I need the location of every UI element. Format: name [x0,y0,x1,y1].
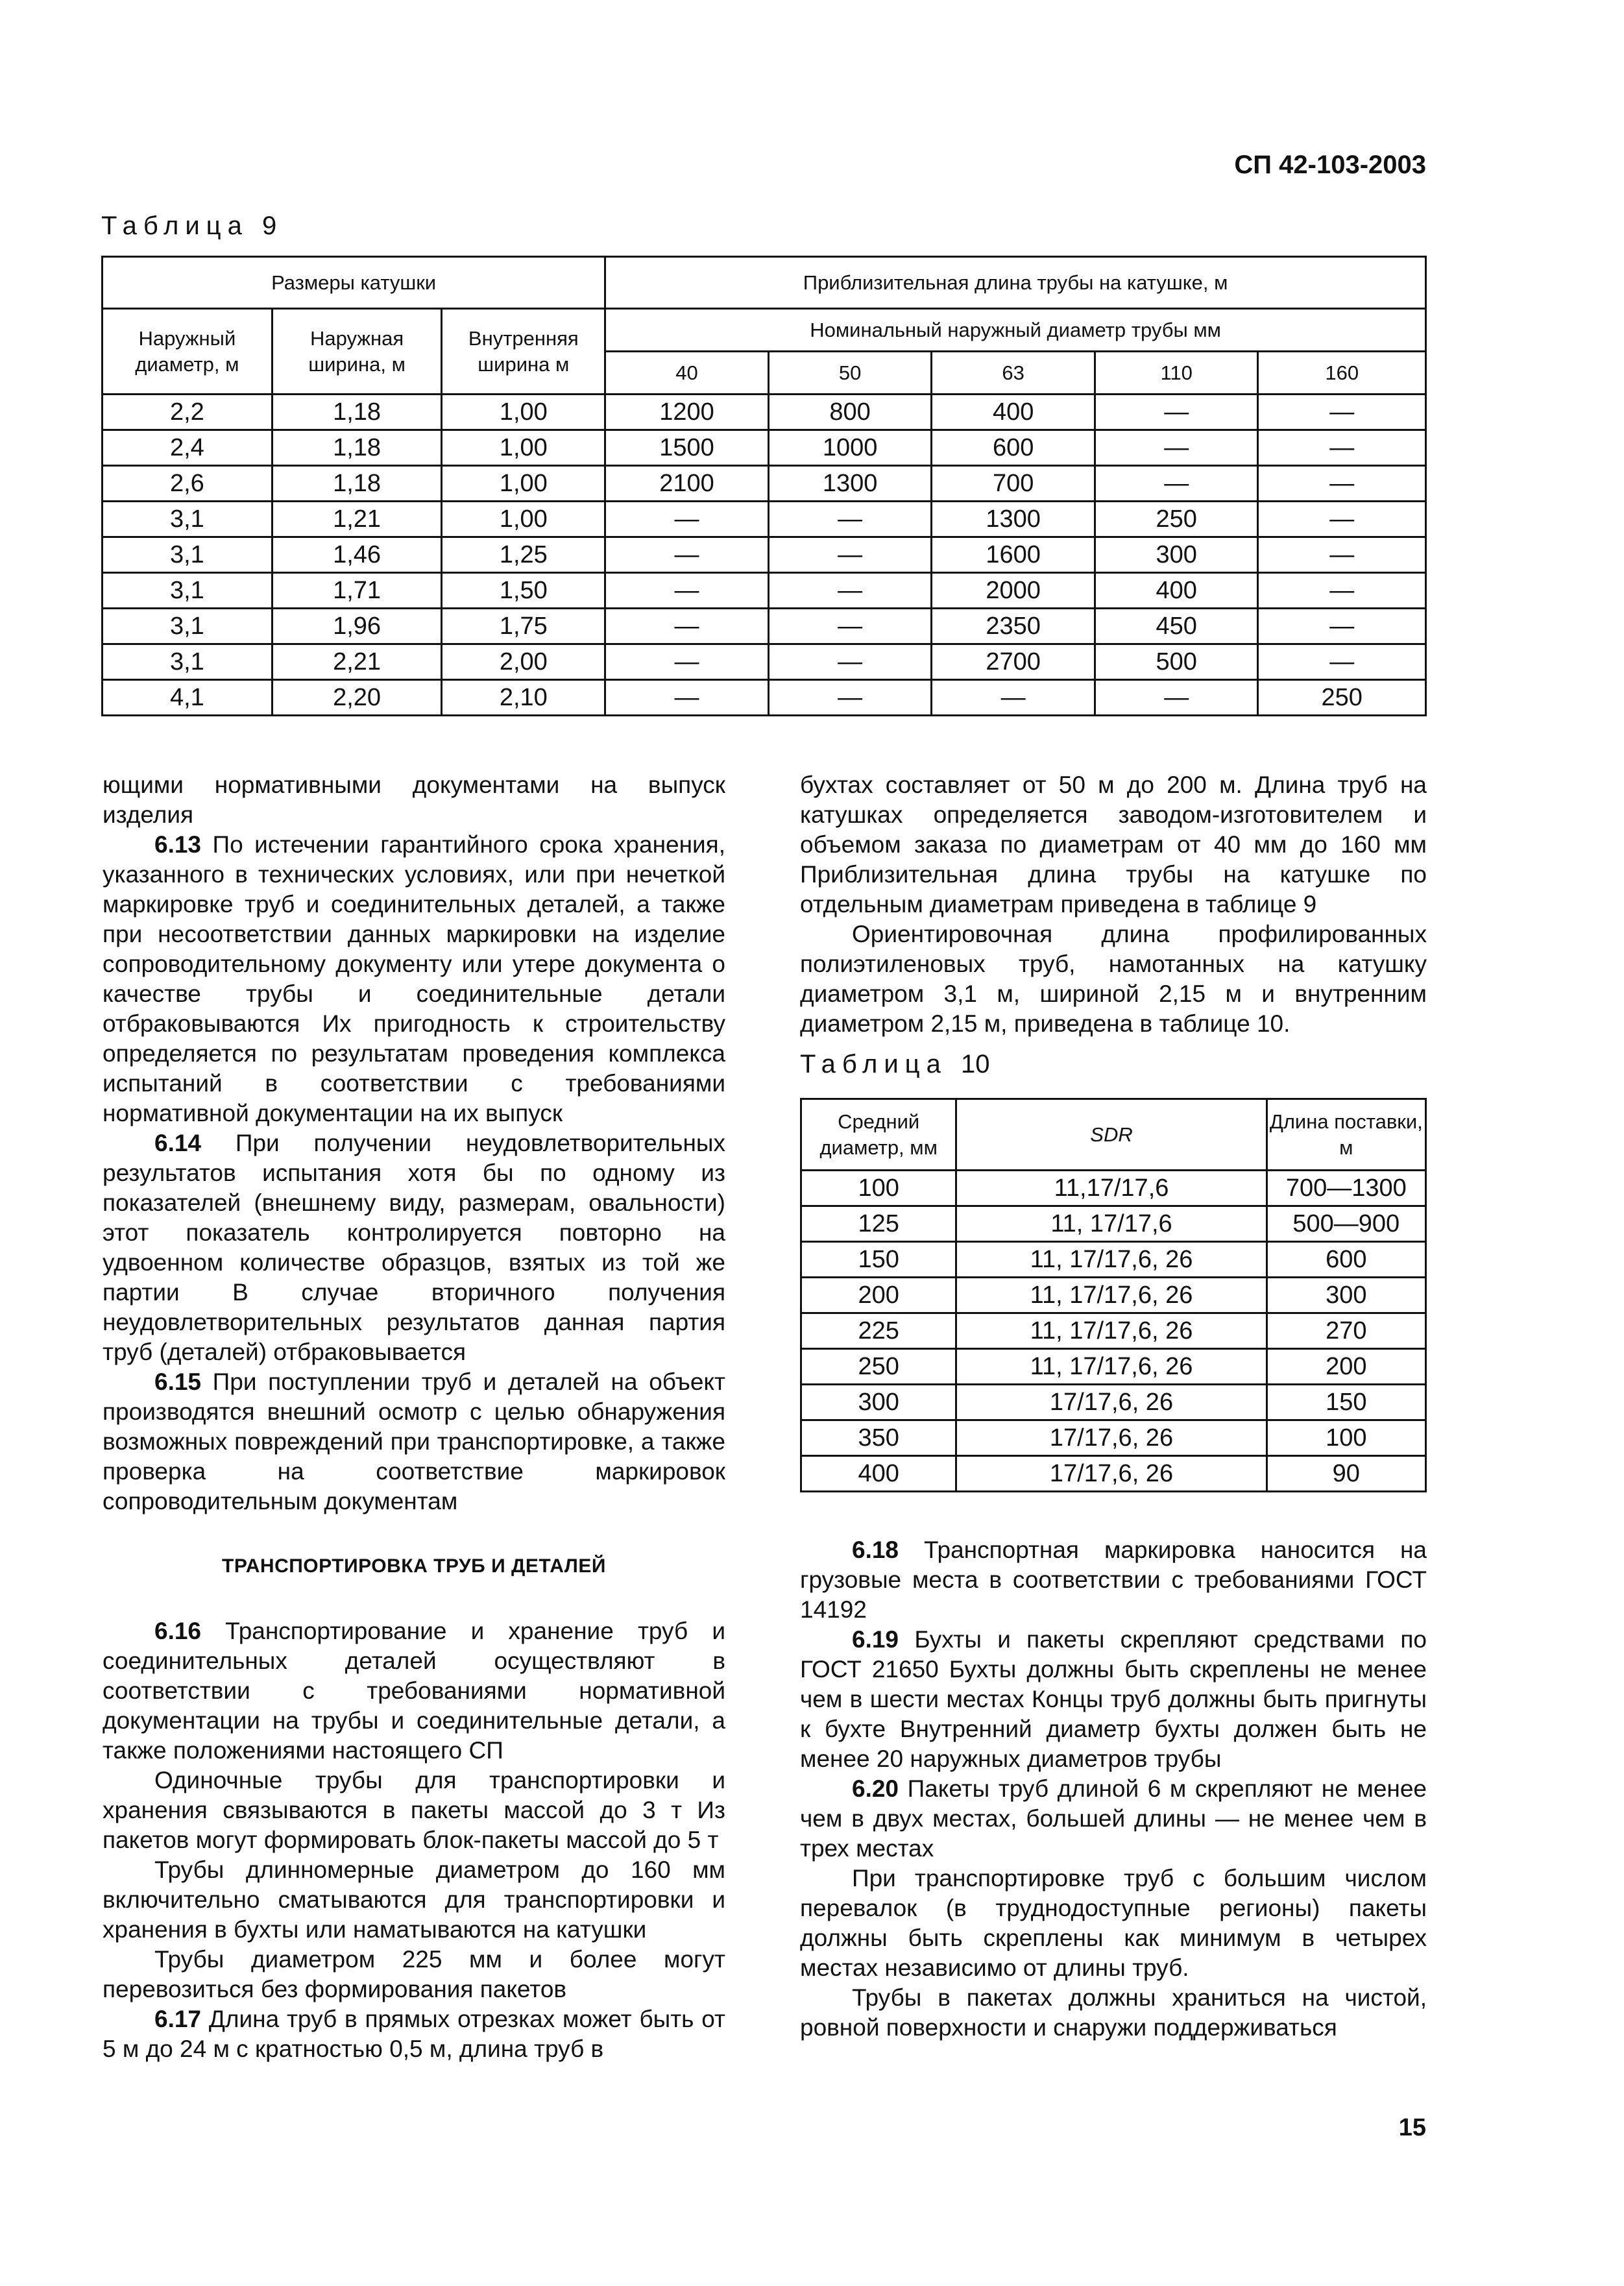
paragraph-6-20 [800,1774,1427,1864]
table-cell: 2700 [932,644,1095,680]
table-cell: 100 [1266,1420,1425,1456]
table-cell: 2,6 [103,466,273,502]
clause-text: Транспортирование и хранение труб и соединительных деталей осуществляют в соответствии с требованиями нормативной документации на трубы и соединительные детали, а также положениями настоящего СП [103,1618,725,1764]
table-cell: 2,4 [103,430,273,466]
table-row [801,1206,1426,1242]
table-cell: 1,00 [442,430,605,466]
table-cell: — [768,573,932,609]
table-cell: — [768,680,932,716]
table-cell: 150 [801,1242,956,1278]
clause-text: Длина труб в прямых отрезках может быть от 5 м до 24 м с кратностью 0,5 м, длина труб в [103,2006,725,2062]
diameter-header: 63 [932,352,1095,395]
paragraph: Трубы диаметром 225 мм и более могут перевозиться без формирования пакетов [103,1946,725,2002]
table-cell: 400 [1095,573,1258,609]
right-column-bottom [800,1535,1427,2043]
table-cell: 1000 [768,430,932,466]
table9-caption [101,212,276,241]
table-row [103,644,1426,680]
table-cell: 270 [1266,1313,1425,1349]
table-row [103,537,1426,573]
table-cell: 250 [801,1349,956,1385]
table-cell: 1500 [605,430,769,466]
table-cell: 11, 17/17,6, 26 [956,1278,1266,1313]
right-column-top [800,770,1427,1039]
table-cell: 3,1 [103,609,273,644]
table-cell: 1,46 [272,537,442,573]
paragraph-6-15 [103,1367,725,1516]
table-cell: 1,75 [442,609,605,644]
table-cell: 11, 17/17,6 [956,1206,1266,1242]
clause-number: 6.14 [154,1130,202,1156]
table10-caption-label: Таблица [800,1050,947,1078]
table-cell: 300 [801,1385,956,1420]
clause-text: Транспортная маркировка наносится на грузовые места в соответствии с требованиями ГОСТ 14192 [800,1537,1427,1623]
paragraph-6-19 [800,1625,1427,1774]
table-cell: 1,50 [442,573,605,609]
table-row [103,395,1426,430]
table-cell: 11,17/17,6 [956,1171,1266,1206]
table-row [103,466,1426,502]
clause-number: 6.13 [154,831,202,858]
outer-diameter-header: Наружный диаметр, м [103,309,273,395]
table-cell: 1300 [932,502,1095,537]
table-cell: 17/17,6, 26 [956,1385,1266,1420]
diameter-header: 50 [768,352,932,395]
table-row [103,609,1426,644]
table-cell: 2000 [932,573,1095,609]
table-row [801,1385,1426,1420]
delivery-length-header: Длина поставки, м [1266,1099,1425,1171]
outer-width-header: Наружная ширина, м [272,309,442,395]
table-cell: — [1258,395,1426,430]
paragraph: Трубы в пакетах должны храниться на чистой, ровной поверхности и снаружи поддерживаться [800,1984,1427,2041]
table-cell: 11, 17/17,6, 26 [956,1313,1266,1349]
paragraph: Ориентировочная длина профилированных полиэтиленовых труб, намотанных на катушку диаметром 3,1 м, шириной 2,15 м и внутренним диаметром 2,15 м, приведена в таблице 10. [800,921,1427,1037]
paragraph: Трубы длинномерные диаметром до 160 мм включительно сматываются для транспортировки и хранения в бухты или наматываются на катушки [103,1856,725,1943]
diameter-header: 110 [1095,352,1258,395]
clause-text: Пакеты труб длиной 6 м скрепляют не менее чем в двух местах, большей длины — не менее чем в трех местах [800,1775,1427,1862]
table-cell: 400 [932,395,1095,430]
mean-diameter-header: Средний диаметр, мм [801,1099,956,1171]
table-row [801,1349,1426,1385]
clause-number: 6.17 [154,2006,202,2032]
section-heading: ТРАНСПОРТИРОВКА ТРУБ И ДЕТАЛЕЙ [222,1555,606,1577]
table-row [801,1242,1426,1278]
table-cell: — [1095,430,1258,466]
table10-caption [800,1050,989,1079]
table-row [801,1278,1426,1313]
table-cell: — [605,573,769,609]
table-cell: — [1258,466,1426,502]
table-cell: 2,2 [103,395,273,430]
table-cell: 300 [1266,1278,1425,1313]
table-cell: 1,18 [272,430,442,466]
table-cell: 200 [801,1278,956,1313]
table-row [103,573,1426,609]
table-cell: 3,1 [103,644,273,680]
paragraph: бухтах составляет от 50 м до 200 м. Длина труб на катушках определяется заводом-изготовителем и объемом заказа по диаметрам от 40 мм до 160 мм Приблизительная длина трубы на катушке по отдельным диаметрам приведена в таблице 9 [800,772,1427,918]
table-cell: 1,18 [272,466,442,502]
table-cell: — [1258,537,1426,573]
table-cell: 600 [932,430,1095,466]
table-cell: 150 [1266,1385,1425,1420]
table-cell: 2,20 [272,680,442,716]
table-row [801,1420,1426,1456]
table-cell: 90 [1266,1456,1425,1492]
table-cell: 800 [768,395,932,430]
table-cell: 2100 [605,466,769,502]
clause-text: При получении неудовлетворительных результатов испытания хотя бы по одному из показателей (внешнему виду, размерам, овальности) этот показатель контролируется повторно на удвоенном количестве образцов, взятых из той же партии В случае вторичного получения неудовлетворительных результатов данная партия труб (деталей) отбраковывается [103,1130,725,1365]
table-cell: 1,96 [272,609,442,644]
table-cell: — [768,537,932,573]
table-cell: — [1258,644,1426,680]
table-9 [101,256,1427,716]
paragraph-6-16 [103,1616,725,1766]
table-cell: 1,00 [442,502,605,537]
table-cell: — [932,680,1095,716]
table-cell: 250 [1095,502,1258,537]
table-cell: 3,1 [103,573,273,609]
table-cell: 1,00 [442,395,605,430]
diameter-header: 40 [605,352,769,395]
table-row [801,1313,1426,1349]
table-cell: 450 [1095,609,1258,644]
diameter-header: 160 [1258,352,1426,395]
table-cell: — [768,644,932,680]
table-cell: 1,21 [272,502,442,537]
table-cell: 1600 [932,537,1095,573]
document-code: СП 42-103-2003 [1234,151,1426,179]
table-cell: — [1258,502,1426,537]
table-cell: 1,00 [442,466,605,502]
table-cell: — [768,502,932,537]
table-cell: 11, 17/17,6, 26 [956,1242,1266,1278]
table-cell: 2,00 [442,644,605,680]
table-cell: — [605,644,769,680]
clause-text: По истечении гарантийного срока хранения, указанного в технических условиях, или при нечеткой маркировке труб и соединительных деталей, а также при несоответствии данных маркировки на изделие сопроводительному документу или утере документа о качестве трубы и соединительные детали отбраковываются Их пригодность к строительству определяется по результатам проведения комплекса испытаний в соответствии с требованиями нормативной документации на их выпуск [103,831,725,1126]
table-row [801,1171,1426,1206]
paragraph: Одиночные трубы для транспортировки и хранения связываются в пакеты массой до 3 т Из пакетов могут формировать блок-пакеты массой до 5 т [103,1767,725,1853]
paragraph-6-18 [800,1535,1427,1625]
paragraph-6-14 [103,1128,725,1367]
paragraph-6-17 [103,2004,725,2064]
table-cell: 17/17,6, 26 [956,1456,1266,1492]
table-cell: 200 [1266,1349,1425,1385]
table-cell: 1,71 [272,573,442,609]
table-cell: 300 [1095,537,1258,573]
table-cell: 500—900 [1266,1206,1425,1242]
table-cell: — [605,537,769,573]
table-cell: 4,1 [103,680,273,716]
clause-number: 6.19 [852,1626,899,1653]
table-cell: 100 [801,1171,956,1206]
table-cell: — [605,609,769,644]
table-cell: 3,1 [103,537,273,573]
table-cell: — [1095,395,1258,430]
clause-number: 6.18 [852,1537,899,1563]
nominal-diameter-header: Номинальный наружный диаметр трубы мм [605,309,1426,352]
table-cell: 1300 [768,466,932,502]
pipe-length-header: Приблизительная длина трубы на катушке, м [605,257,1426,309]
table-cell: 250 [1258,680,1426,716]
table10-caption-number: 10 [960,1050,990,1078]
table-cell: 700 [932,466,1095,502]
table-cell: 2,10 [442,680,605,716]
table-cell: — [1258,573,1426,609]
clause-number: 6.15 [154,1368,202,1395]
paragraph: При транспортировке труб с большим числом перевалок (в труднодоступные регионы) пакеты должны быть скреплены как минимум в четырех местах независимо от длины труб. [800,1865,1427,1981]
table9-body [103,395,1426,716]
table-10 [800,1098,1427,1492]
paragraph: ющими нормативными документами на выпуск изделия [103,772,725,828]
table-row [103,680,1426,716]
table-cell: 350 [801,1420,956,1456]
table10-body [801,1171,1426,1492]
table-row [103,430,1426,466]
table-cell: 700—1300 [1266,1171,1425,1206]
table-cell: 125 [801,1206,956,1242]
coil-size-header: Размеры катушки [103,257,605,309]
clause-text: Бухты и пакеты скрепляют средствами по ГОСТ 21650 Бухты должны быть скреплены не менее чем в шести местах Концы труб должны быть пригнуты к бухте Внутренний диаметр бухты должен быть не менее 20 наружных диаметров трубы [800,1626,1427,1772]
table-cell: 600 [1266,1242,1425,1278]
table-cell: 1200 [605,395,769,430]
table-cell: 1,25 [442,537,605,573]
table9-caption-label: Таблица [101,212,248,240]
table-cell: — [1095,680,1258,716]
sdr-header: SDR [956,1099,1266,1171]
table-cell: — [605,502,769,537]
table9-caption-number: 9 [261,212,277,240]
table-cell: 2,21 [272,644,442,680]
clause-text: При поступлении труб и деталей на объект производятся внешний осмотр с целью обнаружения возможных повреждений при транспортировке, а также проверка на соответствие маркировок сопроводительным документам [103,1368,725,1514]
table-row [801,1456,1426,1492]
paragraph-6-13 [103,830,725,1128]
table-cell: — [605,680,769,716]
table-cell: 225 [801,1313,956,1349]
left-column [103,770,725,2064]
table-cell: — [1258,430,1426,466]
table-cell: 1,18 [272,395,442,430]
table-cell: — [1258,609,1426,644]
table-cell: — [768,609,932,644]
page-number: 15 [1398,2114,1426,2141]
table-cell: 2350 [932,609,1095,644]
inner-width-header: Внутренняя ширина м [442,309,605,395]
clause-number: 6.20 [852,1775,899,1802]
table-cell: 11, 17/17,6, 26 [956,1349,1266,1385]
table-cell: 500 [1095,644,1258,680]
table-cell: 400 [801,1456,956,1492]
clause-number: 6.16 [154,1618,202,1644]
table-row [103,502,1426,537]
table-cell: — [1095,466,1258,502]
table-cell: 17/17,6, 26 [956,1420,1266,1456]
table-cell: 3,1 [103,502,273,537]
